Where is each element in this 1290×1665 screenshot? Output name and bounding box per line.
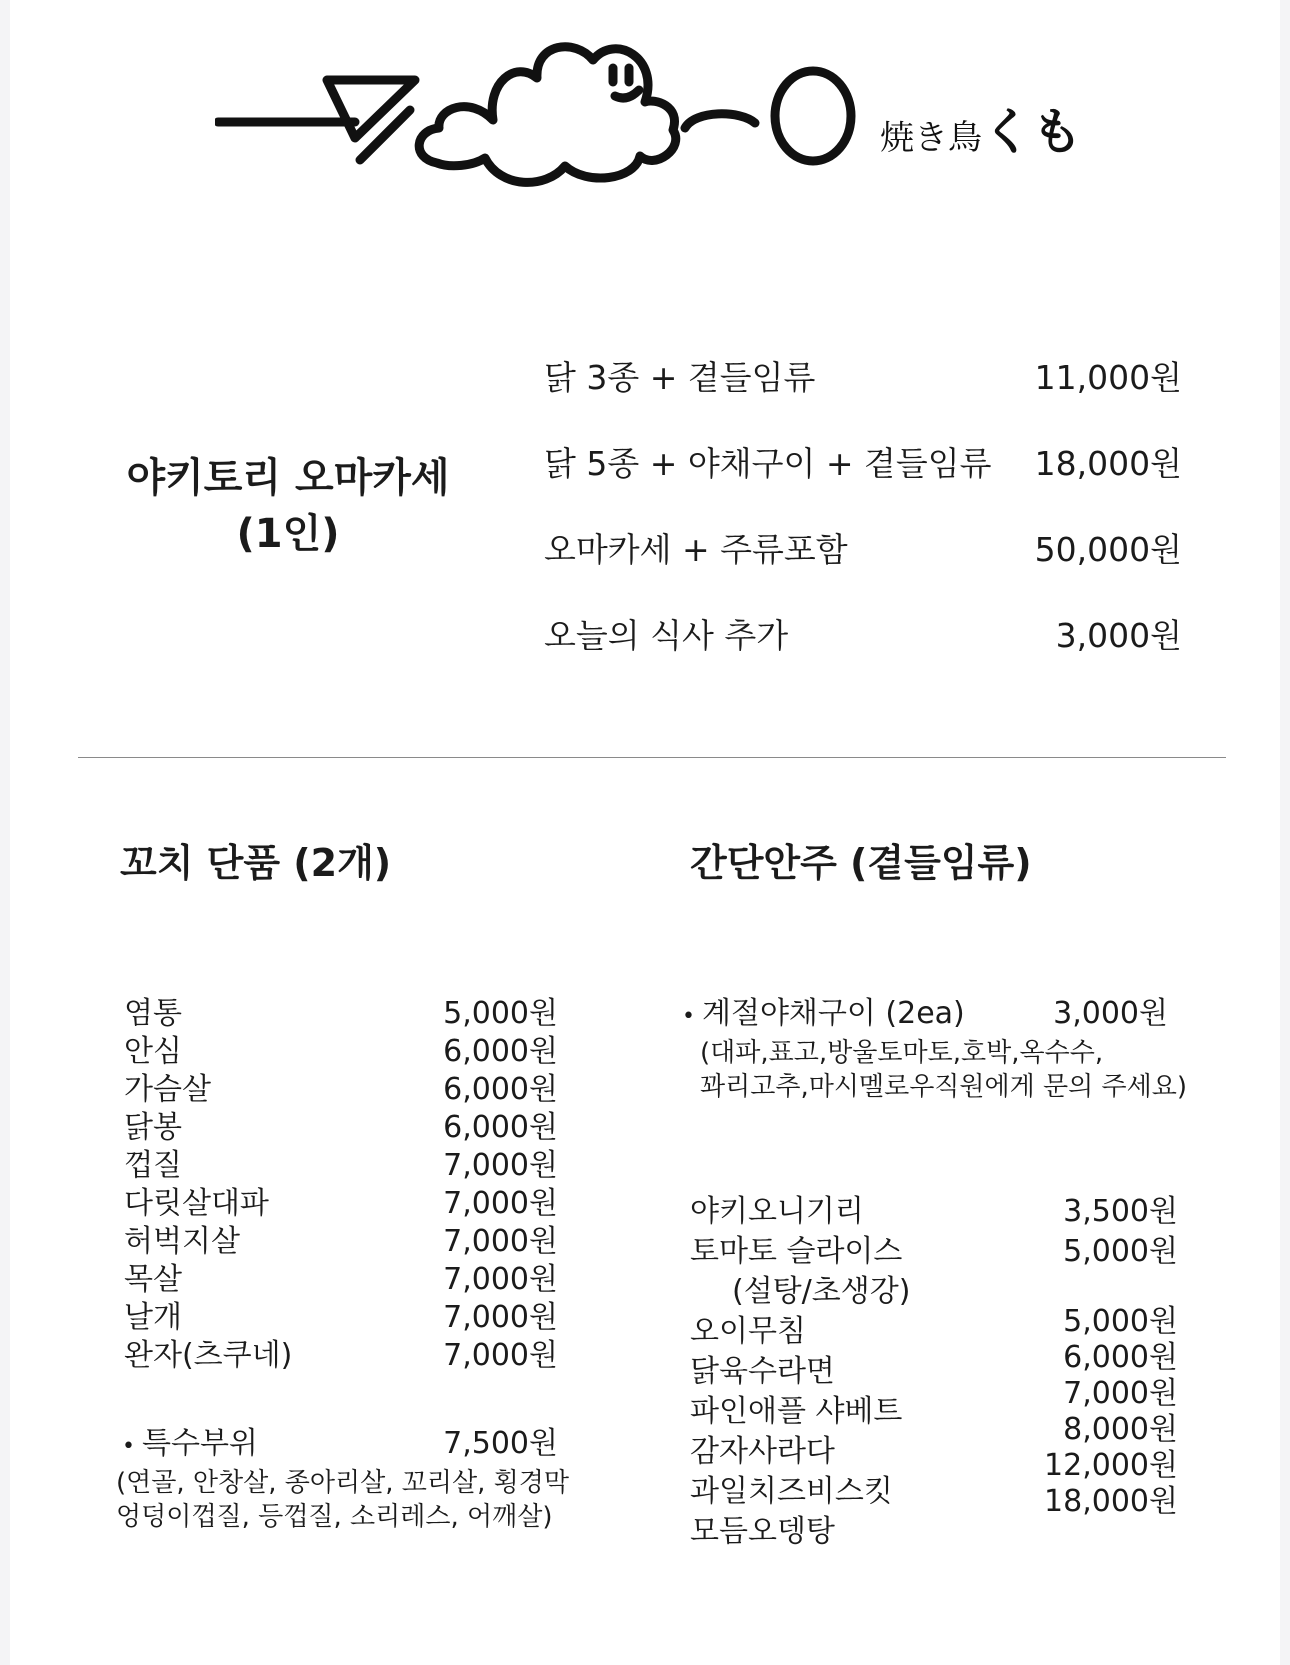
section-divider — [78, 757, 1226, 758]
seasonal-veg-price: 3,000원 — [1053, 996, 1168, 1031]
skewer-item-price: 7,000원 — [443, 1224, 558, 1259]
special-cuts-name: • 특수부위 — [122, 1418, 258, 1462]
side-item-price: 7,000원 — [1063, 1376, 1178, 1411]
special-cuts-price: 7,500원 — [443, 1426, 558, 1461]
skewer-item-name: 허벅지살 — [124, 1224, 240, 1259]
side-item-name: 모듬오뎅탕 — [690, 1514, 835, 1549]
skewer-item-price: 7,000원 — [443, 1338, 558, 1373]
skewer-item-name: 안심 — [124, 1034, 182, 1069]
brand-kana: くも — [982, 103, 1082, 161]
side-item-price: 12,000원 — [1044, 1448, 1178, 1483]
side-item-price: 3,500원 — [1063, 1194, 1178, 1229]
skewer-item-price: 7,000원 — [443, 1262, 558, 1297]
side-item-name: 감자사라다 — [690, 1434, 835, 1469]
seasonal-veg-name: • 계절야채구이 (2ea) — [682, 988, 965, 1032]
course-name: 닭 3종 + 곁들임류 — [544, 358, 816, 397]
side-item-name: 야키오니기리 — [690, 1194, 864, 1229]
skewer-item-price: 6,000원 — [443, 1034, 558, 1069]
brand-kanji: 焼き鳥 — [880, 118, 982, 158]
skewer-item-name: 완자(츠쿠네) — [124, 1338, 293, 1373]
omakase-title-line2: (1인) — [236, 511, 340, 557]
sides-title: 간단안주 (곁들임류) — [690, 841, 1032, 885]
seasonal-veg-note-line2: 꽈리고추,마시멜로우직원에게 문의 주세요) — [700, 1072, 1188, 1102]
course-price: 50,000원 — [1034, 530, 1182, 569]
skewer-item-name: 껍질 — [124, 1148, 182, 1183]
skewer-item-price: 7,000원 — [443, 1186, 558, 1221]
course-name: 오마카세 + 주류포함 — [544, 530, 848, 569]
side-item-name: (설탕/초생강) — [732, 1274, 911, 1309]
skewer-item-name: 가슴살 — [124, 1072, 211, 1107]
skewers-title: 꼬치 단품 (2개) — [120, 841, 392, 885]
side-item-name: 과일치즈비스킷 — [690, 1474, 893, 1509]
skewer-item-name: 목살 — [124, 1262, 182, 1297]
special-cuts-note-line2: 엉덩이껍질, 등껍질, 소리레스, 어깨살) — [116, 1502, 553, 1532]
seasonal-veg-note-line1: (대파,표고,방울토마토,호박,옥수수, — [700, 1038, 1104, 1068]
skewer-item-price: 6,000원 — [443, 1110, 558, 1145]
skewer-item-name: 염통 — [124, 996, 182, 1031]
special-cuts-note-line1: (연골, 안창살, 종아리살, 꼬리살, 횡경막 — [116, 1468, 570, 1498]
course-price: 11,000원 — [1034, 358, 1182, 397]
side-item-name: 토마토 슬라이스 — [690, 1234, 903, 1269]
brand-name — [880, 92, 1082, 164]
side-item-name: 파인애플 샤베트 — [690, 1394, 903, 1429]
side-item-price: 5,000원 — [1063, 1234, 1178, 1269]
omakase-title — [78, 450, 498, 562]
side-item-price: 8,000원 — [1063, 1412, 1178, 1447]
skewer-item-price: 6,000원 — [443, 1072, 558, 1107]
side-item-price: 5,000원 — [1063, 1304, 1178, 1339]
side-item-price: 6,000원 — [1063, 1340, 1178, 1375]
skewer-item-price: 7,000원 — [443, 1148, 558, 1183]
course-price: 3,000원 — [1055, 616, 1182, 655]
course-name: 오늘의 식사 추가 — [544, 616, 789, 655]
skewer-item-price: 7,000원 — [443, 1300, 558, 1335]
skewer-item-price: 5,000원 — [443, 996, 558, 1031]
side-item-name: 오이무침 — [690, 1314, 806, 1349]
side-item-name: 닭육수라면 — [690, 1354, 835, 1389]
course-name: 닭 5종 + 야채구이 + 곁들임류 — [544, 444, 992, 483]
course-price: 18,000원 — [1034, 444, 1182, 483]
skewer-cloud-logo-icon — [215, 38, 915, 208]
menu-sheet — [10, 0, 1280, 1665]
skewer-item-name: 날개 — [124, 1300, 182, 1335]
skewer-item-name: 다릿살대파 — [124, 1186, 269, 1221]
side-item-price: 18,000원 — [1044, 1484, 1178, 1519]
skewer-item-name: 닭봉 — [124, 1110, 182, 1145]
omakase-title-line1: 야키토리 오마카세 — [126, 455, 450, 501]
